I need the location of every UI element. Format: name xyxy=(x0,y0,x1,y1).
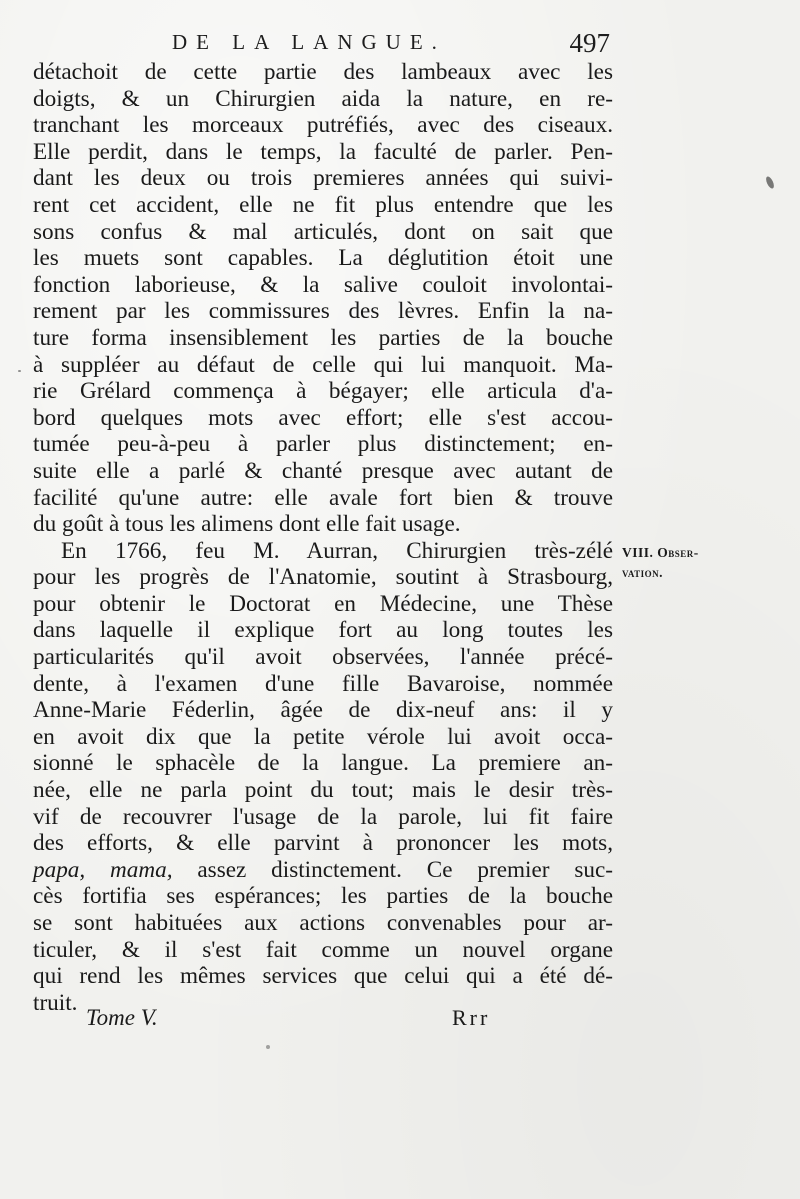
italic-words: papa, mama, xyxy=(33,856,173,883)
text-line: tumée peu-à-peu à parler plus distinctement; en- xyxy=(33,431,613,458)
text-line: née, elle ne parla point du tout; mais le desir très- xyxy=(33,777,613,804)
text-line: bord quelques mots avec effort; elle s'est accou- xyxy=(33,404,613,431)
text-line: rement par les commissures des lèvres. Enfin la na- xyxy=(33,298,613,325)
text-line: pour obtenir le Doctorat en Médecine, une Thèse xyxy=(33,590,613,617)
text-line: du goût à tous les alimens dont elle fait usage. xyxy=(33,511,461,538)
text-line: cès fortifia ses espérances; les parties de la bouche xyxy=(33,883,613,910)
paragraph-start-line: En 1766, feu M. Aurran, Chirurgien très-zélé xyxy=(61,537,613,564)
page-number: 497 xyxy=(569,28,610,58)
text-line: doigts, & un Chirurgien aida la nature, en re- xyxy=(33,85,613,112)
text-line: tranchant les morceaux putréfiés, avec des ciseaux. xyxy=(33,112,613,139)
text-line-rest: assez distinctement. Ce premier suc- xyxy=(197,856,613,883)
ink-speck xyxy=(18,370,21,372)
text-line: des efforts, & elle parvint à prononcer les mots, xyxy=(33,830,613,857)
text-line: truit. xyxy=(33,989,78,1016)
ink-speck xyxy=(266,1045,270,1049)
text-line: Anne-Marie Féderlin, âgée de dix-neuf ans: il y xyxy=(33,697,613,724)
text-line: sionné le sphacèle de la langue. La premiere an- xyxy=(33,750,613,777)
volume-label: Tome V. xyxy=(86,1005,158,1030)
text-line: fonction laborieuse, & la salive couloit involontai- xyxy=(33,271,613,298)
text-line: Elle perdit, dans le temps, la faculté de parler. Pen- xyxy=(33,138,613,165)
text-line: dente, à l'examen d'une fille Bavaroise, nommée xyxy=(33,670,613,697)
ink-speck xyxy=(765,175,776,189)
text-line: les muets sont capables. La déglutition étoit une xyxy=(33,245,613,272)
text-line: rent cet accident, elle ne fit plus entendre que les xyxy=(33,191,613,218)
text-line: qui rend les mêmes services que celui qui a été dé- xyxy=(33,963,613,990)
margin-note-line: VIII. Obser- xyxy=(622,545,699,560)
text-line: sons confus & mal articulés, dont on sait que xyxy=(33,218,613,245)
margin-note-line: vation. xyxy=(622,565,664,580)
text-line: en avoit dix que la petite vérole lui avoit occa- xyxy=(33,723,613,750)
page-footer xyxy=(86,1005,526,1041)
text-line: pour les progrès de l'Anatomie, soutint à Strasbourg, xyxy=(33,564,613,591)
text-line: ture forma insensiblement les parties de la bouche xyxy=(33,324,613,351)
text-line: particularités qu'il avoit observées, l'année précé- xyxy=(33,644,613,671)
text-line: dant les deux ou trois premieres années qui suivi- xyxy=(33,165,613,192)
text-line: dans laquelle il explique fort au long toutes les xyxy=(33,617,613,644)
margin-note xyxy=(622,543,699,583)
text-line: vif de recouvrer l'usage de la parole, lui fit faire xyxy=(33,803,613,830)
text-line: détachoit de cette partie des lambeaux avec les xyxy=(33,59,613,85)
text-line: se sont habituées aux actions convenables pour ar- xyxy=(33,910,613,936)
signature-mark: Rrr xyxy=(452,1005,491,1030)
text-line: facilité qu'une autre: elle avale fort bien & trouve xyxy=(33,484,613,511)
text-line: rie Grélard commença à bégayer; elle articula d'a- xyxy=(33,378,613,405)
running-title: DE LA LANGUE. xyxy=(172,30,446,54)
text-line: ticuler, & il s'est fait comme un nouvel organe xyxy=(33,936,613,963)
running-head xyxy=(172,28,612,62)
text-line: suite elle a parlé & chanté presque avec autant de xyxy=(33,457,613,484)
text-line: à suppléer au défaut de celle qui lui manquoit. Ma- xyxy=(33,351,613,378)
text-line-with-italics xyxy=(33,857,613,884)
main-text xyxy=(33,59,613,1016)
